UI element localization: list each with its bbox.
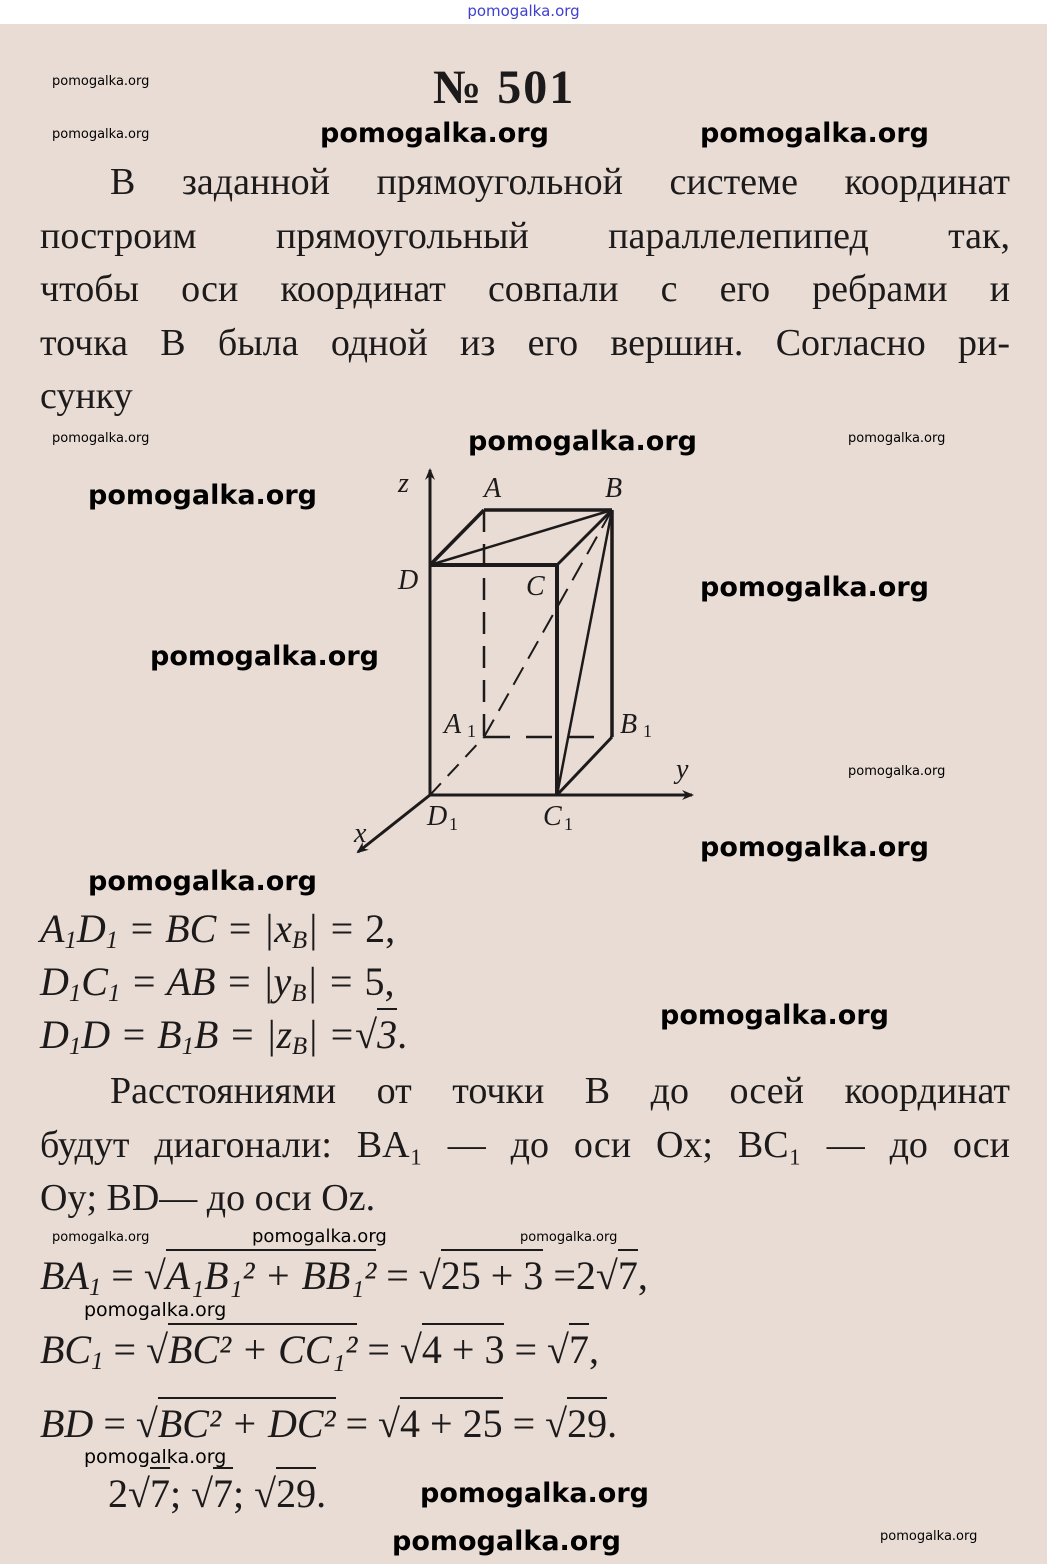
formula-line [40,1252,648,1302]
formula-part: | = [307,1012,356,1057]
formula-part: 4 + 25 [400,1397,503,1446]
formula-part: = √ [357,1327,422,1372]
diagonal-BC1 [557,510,612,795]
label-C: C [526,571,545,602]
watermark: pomogalka.org [52,1230,150,1245]
watermark: pomogalka.org [88,480,317,511]
distances-paragraph [40,1065,1010,1226]
watermark: pomogalka.org [84,1446,227,1468]
watermark: pomogalka.org [700,572,929,603]
watermark: pomogalka.org [468,426,697,457]
formula-part: A₁B₁² + BB₁² [166,1249,376,1298]
problem-number: № 501 [433,61,576,114]
label-A1-sub: 1 [467,721,476,741]
formula-part: . [397,1012,408,1057]
watermark: pomogalka.org [848,764,946,779]
formula-part: 25 + 3 [441,1249,544,1298]
label-z: z [398,468,409,499]
formula-part: . [607,1401,618,1446]
x-axis [358,795,430,852]
formula-part: 2√ [108,1471,150,1516]
text-line: сунку [40,375,133,417]
formula-part: = √ [376,1253,441,1298]
watermark: pomogalka.org [392,1526,621,1557]
label-B1-sub: 1 [643,721,652,741]
label-D1-sub: 1 [449,814,458,834]
top-watermark: pomogalka.org [467,2,580,20]
formula-part: | = [306,959,365,1004]
label-B1: B [620,709,638,740]
text-line: точка B была одной из его вершин. Согласно ри- [40,321,1010,364]
formula-part: = √ [103,1327,169,1372]
formula-part: 29 [276,1467,316,1516]
formula-part: 5, [364,959,395,1004]
formula-part: D [40,959,69,1004]
formula-part: A [40,906,65,951]
watermark: pomogalka.org [700,832,929,863]
formula-part: 2, [365,906,396,951]
answer-line [108,1470,326,1517]
watermark: pomogalka.org [252,1226,387,1247]
formula-part: ; √ [169,1471,214,1516]
formula-part: 1 [105,927,119,955]
formula-line [40,1326,599,1376]
watermark: pomogalka.org [52,431,150,446]
watermark: pomogalka.org [88,866,317,897]
formula-part: 7 [618,1249,638,1298]
watermark: pomogalka.org [52,127,150,142]
label-D1: D [427,801,448,832]
formula-part: BC² + CC₁² [168,1323,357,1372]
formula-part: , [637,1253,648,1298]
formula-line [40,1011,407,1061]
watermark: pomogalka.org [320,118,549,149]
formula-part: B [292,927,308,955]
formula-part: 7 [569,1323,589,1372]
formula-part: D [76,906,106,951]
watermark: pomogalka.org [660,1000,889,1031]
formula-part: = √ [93,1401,158,1446]
watermark: pomogalka.org [420,1478,649,1509]
formula-part: BC [40,1327,92,1372]
formula-part: 7 [150,1467,170,1516]
formula-part: = √ [502,1401,568,1446]
formula-part: , [589,1327,599,1372]
formula-part: 1 [64,927,77,955]
watermark: pomogalka.org [700,118,929,149]
label-D: D [398,565,419,596]
formula-part: =2√ [543,1253,618,1298]
formula-part: B = |z [194,1012,293,1057]
formula-part: BC² + DC² [158,1397,336,1446]
formula-part: = BC = |x [118,906,292,951]
label-A: A [484,473,502,504]
formula-part: √ [355,1012,378,1057]
formula-part: 4 + 3 [422,1323,505,1372]
text-line: будут диагонали: BA₁ — до оси Ox; BC₁ — до оси [40,1123,1010,1166]
watermark: pomogalka.org [880,1529,978,1544]
formula-line [40,905,395,955]
formula-part: D [40,1012,69,1057]
label-A1: A [444,709,462,740]
text-line: В заданной прямоугольной системе координат [110,161,1010,203]
formula-part: = AB = |y [120,959,292,1004]
formula-part: B [292,1033,308,1061]
formula-part: = √ [335,1401,401,1446]
formula-part: BD [40,1401,94,1446]
formula-part: B [291,980,307,1008]
formula-part: ; √ [233,1471,277,1516]
watermark: pomogalka.org [520,1230,618,1245]
formula-part: 29 [567,1397,607,1446]
formula-line [40,958,394,1008]
label-x: x [354,818,367,849]
formula-part: C [81,959,108,1004]
watermark: pomogalka.org [848,431,946,446]
formula-part: 1 [68,980,82,1008]
formula-part: 1 [88,1274,102,1302]
formula-part: = √ [504,1327,569,1372]
formula-part: | = [307,906,366,951]
formula-part: BA [40,1253,89,1298]
formula-part: 3 [377,1008,397,1057]
text-line: Oy; BD— до оси Oz. [40,1177,376,1219]
label-C1: C [543,801,562,832]
formula-part: 1 [107,980,121,1008]
text-line: чтобы оси координат совпали с его ребрами и [40,268,1010,310]
edge-D1A1 [430,737,484,795]
text-line: Расстояниями от точки B до осей координат [110,1070,1010,1112]
watermark: pomogalka.org [84,1299,227,1321]
formula-part: . [316,1471,327,1516]
formula-part: 1 [68,1033,82,1061]
watermark: pomogalka.org [52,74,150,89]
formula-part: 1 [91,1348,104,1376]
formula-part: 7 [213,1467,233,1516]
formula-part: 1 [181,1033,195,1061]
formula-line [40,1400,617,1447]
label-B: B [605,473,623,504]
formula-part: D = B [81,1012,182,1057]
label-y: y [676,754,689,785]
label-C1-sub: 1 [564,814,573,834]
watermark: pomogalka.org [150,641,379,672]
text-line: построим прямоугольный параллелепипед так, [40,214,1010,257]
formula-part: = √ [101,1253,166,1298]
